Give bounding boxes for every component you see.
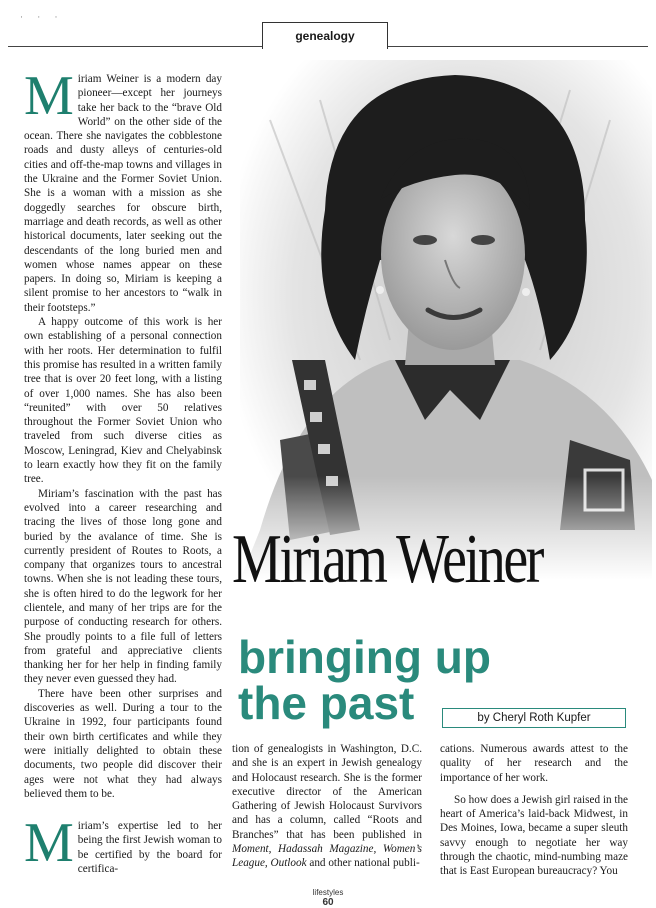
page-number: 60: [322, 897, 334, 908]
paragraph-text: iriam Weiner is a modern day pioneer—except her journeys take her back to the “brave Old World” on the other side of the ocean. There she navigates the cobblestone roads and dusty alleys of centuries-old cities and off-the-map towns and villages in the Ukraine and the Former Soviet Union. She is a woman with a mission as she doggedly searches for obscure birth, marriage and death records, as well as other historical documents, later seeking out the descendants of the long buried men and women whose names appear on these papers. In doing so, Miriam is keeping a silent promise to her ancestors to “walk in their footsteps.”: [24, 73, 222, 314]
paragraph-text: iriam’s expertise led to her being the first Jewish woman to be certified by the board for certifica-: [77, 820, 222, 876]
article-column-2: [232, 742, 422, 871]
paragraph: [24, 812, 222, 876]
publication-name: lifestyles: [312, 888, 344, 897]
scan-specks: · · ·: [20, 12, 64, 22]
portrait-photo: [240, 60, 652, 580]
subtitle-line: bringing up: [238, 631, 491, 683]
section-label: genealogy: [262, 22, 388, 49]
article-column-3: [440, 742, 628, 879]
paragraph: cations. Numerous awards attest to the quality of her research and the importance of her work.: [440, 743, 628, 784]
paragraph: So how does a Jewish girl raised in the heart of America’s laid-back Midwest, in Des Moines, Iowa, became a super sleuth savvy enough to negotiate her way through the chaotic, mind-numbing maze that is East European bureaucracy? You: [440, 793, 629, 878]
paragraph: A happy outcome of this work is her own establishing of a personal connection with her roots. Her determination to fulfil this promise has resulted in a written family tree that is over 20 feet long, with a listing of over 1,000 names. She has also been “reunited” with over 50 relatives throughout the Former Soviet Union who traveled from such diverse cities as Moscow, Leningrad, Kiev and Chelyabinsk to learn exactly how they fit on the family tree.: [24, 316, 222, 486]
paragraph-text: tion of genealogists in Washington, D.C. and she is an expert in Jewish genealogy and Holocaust research. She is the former executive director of the American Gathering of Jewish Holocaust Survivors and has a column, called “Roots and Branches” that has been published in: [232, 743, 422, 841]
article-column-1: [24, 65, 222, 876]
paragraph-text: and other national publi-: [306, 857, 420, 870]
paragraph: [232, 742, 422, 871]
byline: by Cheryl Roth Kupfer: [442, 708, 626, 728]
subtitle-line: the past: [238, 677, 415, 729]
page-footer: [0, 888, 656, 908]
paragraph: There have been other surprises and discoveries as well. During a tour to the Ukraine in 1992, four participants found their own birth certificates and while they were initially delighted to obtain these documents, two people did discover their ages were not what they had always believed them to be.: [24, 687, 222, 800]
paragraph: [24, 65, 222, 315]
drop-cap: M: [24, 65, 74, 127]
article-title: Miriam Weiner: [232, 521, 543, 598]
paragraph: Miriam’s fascination with the past has evolved into a career researching and tracing the lives of those long gone and buried by the avalance of time. She is currently president of Routes to Roots, a company that organizes tours to ancestral towns. When she is not leading these tours, she is often hired to do the legwork for her clientele, and many of her trips are for the purpose of conducting research for others. She proudly points to a file full of letters from grateful and appreciative clients thanking her for her help in finding family they never even guessed they had.: [24, 487, 222, 686]
drop-cap: M: [24, 812, 74, 875]
publication-names: Moment, Hadassah Magazine, Women’s League, Outlook: [232, 843, 422, 870]
